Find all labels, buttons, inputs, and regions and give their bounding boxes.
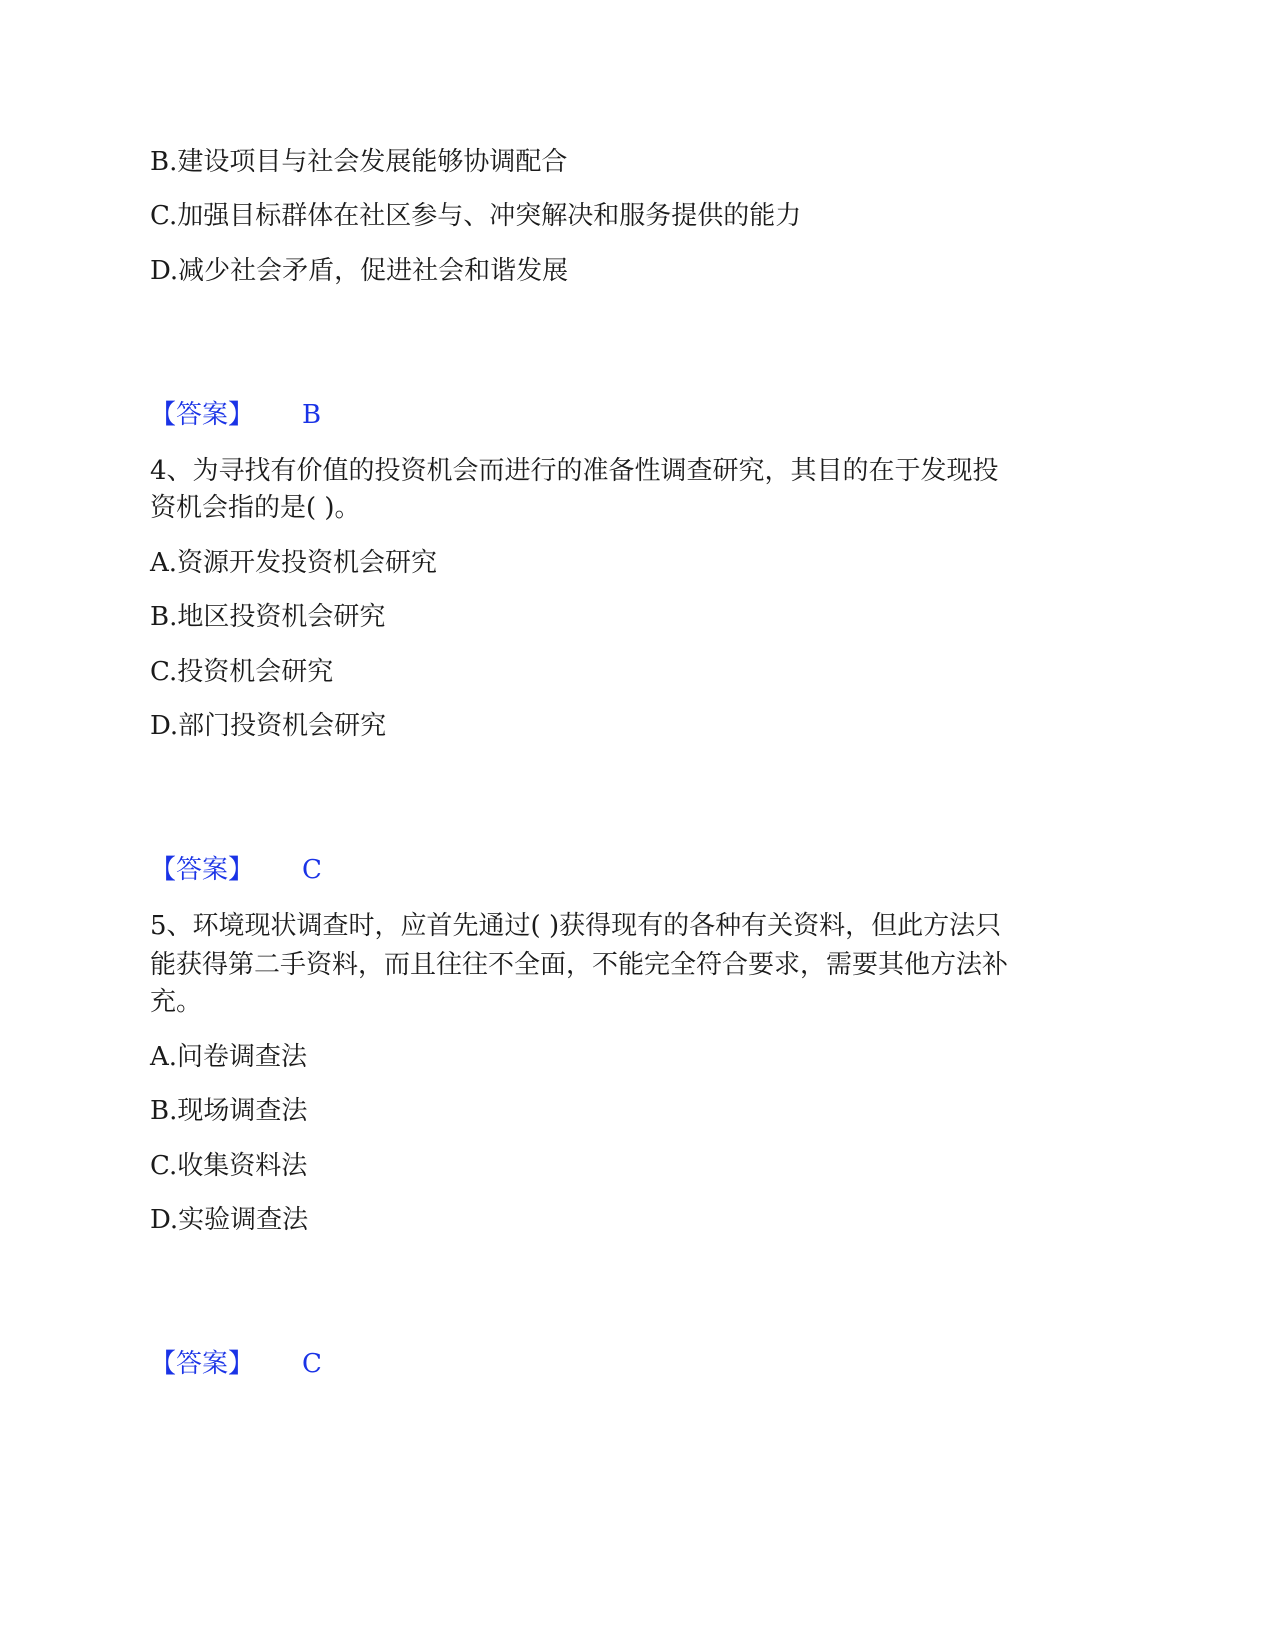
answer-value: C	[302, 1349, 322, 1379]
q5-option-a: A.问卷调查法	[150, 1042, 308, 1072]
q3-option-c: C.加强目标群体在社区参与、冲突解决和服务提供的能力	[150, 201, 802, 231]
q4-answer	[150, 850, 322, 890]
q4-stem-line-2: 资机会指的是( )。	[150, 493, 361, 523]
q5-option-b: B.现场调查法	[150, 1096, 308, 1126]
q5-stem-line-1: 5、环境现状调查时，应首先通过( )获得现有的各种有关资料，但此方法只	[150, 911, 1002, 941]
q3-option-b: B.建设项目与社会发展能够协调配合	[150, 147, 568, 177]
q5-option-d: D.实验调查法	[150, 1205, 309, 1235]
q5-option-c: C.收集资料法	[150, 1151, 308, 1181]
q4-option-a: A.资源开发投资机会研究	[150, 548, 438, 578]
q5-stem-line-2: 能获得第二手资料，而且往往不全面，不能完全符合要求，需要其他方法补	[150, 950, 1009, 980]
q4-option-b: B.地区投资机会研究	[150, 602, 386, 632]
q3-option-d: D.减少社会矛盾，促进社会和谐发展	[150, 256, 569, 286]
q5-answer	[150, 1344, 322, 1384]
q4-option-c: C.投资机会研究	[150, 657, 334, 687]
q3-answer	[150, 395, 321, 435]
q4-stem-line-1: 4、为寻找有价值的投资机会而进行的准备性调查研究，其目的在于发现投	[150, 456, 999, 486]
answer-value: B	[302, 400, 322, 430]
answer-label: 【答案】	[150, 400, 255, 430]
q5-stem-line-3: 充。	[150, 987, 203, 1017]
q4-option-d: D.部门投资机会研究	[150, 711, 387, 741]
answer-label: 【答案】	[150, 855, 255, 885]
answer-label: 【答案】	[150, 1349, 255, 1379]
answer-value: C	[302, 855, 322, 885]
